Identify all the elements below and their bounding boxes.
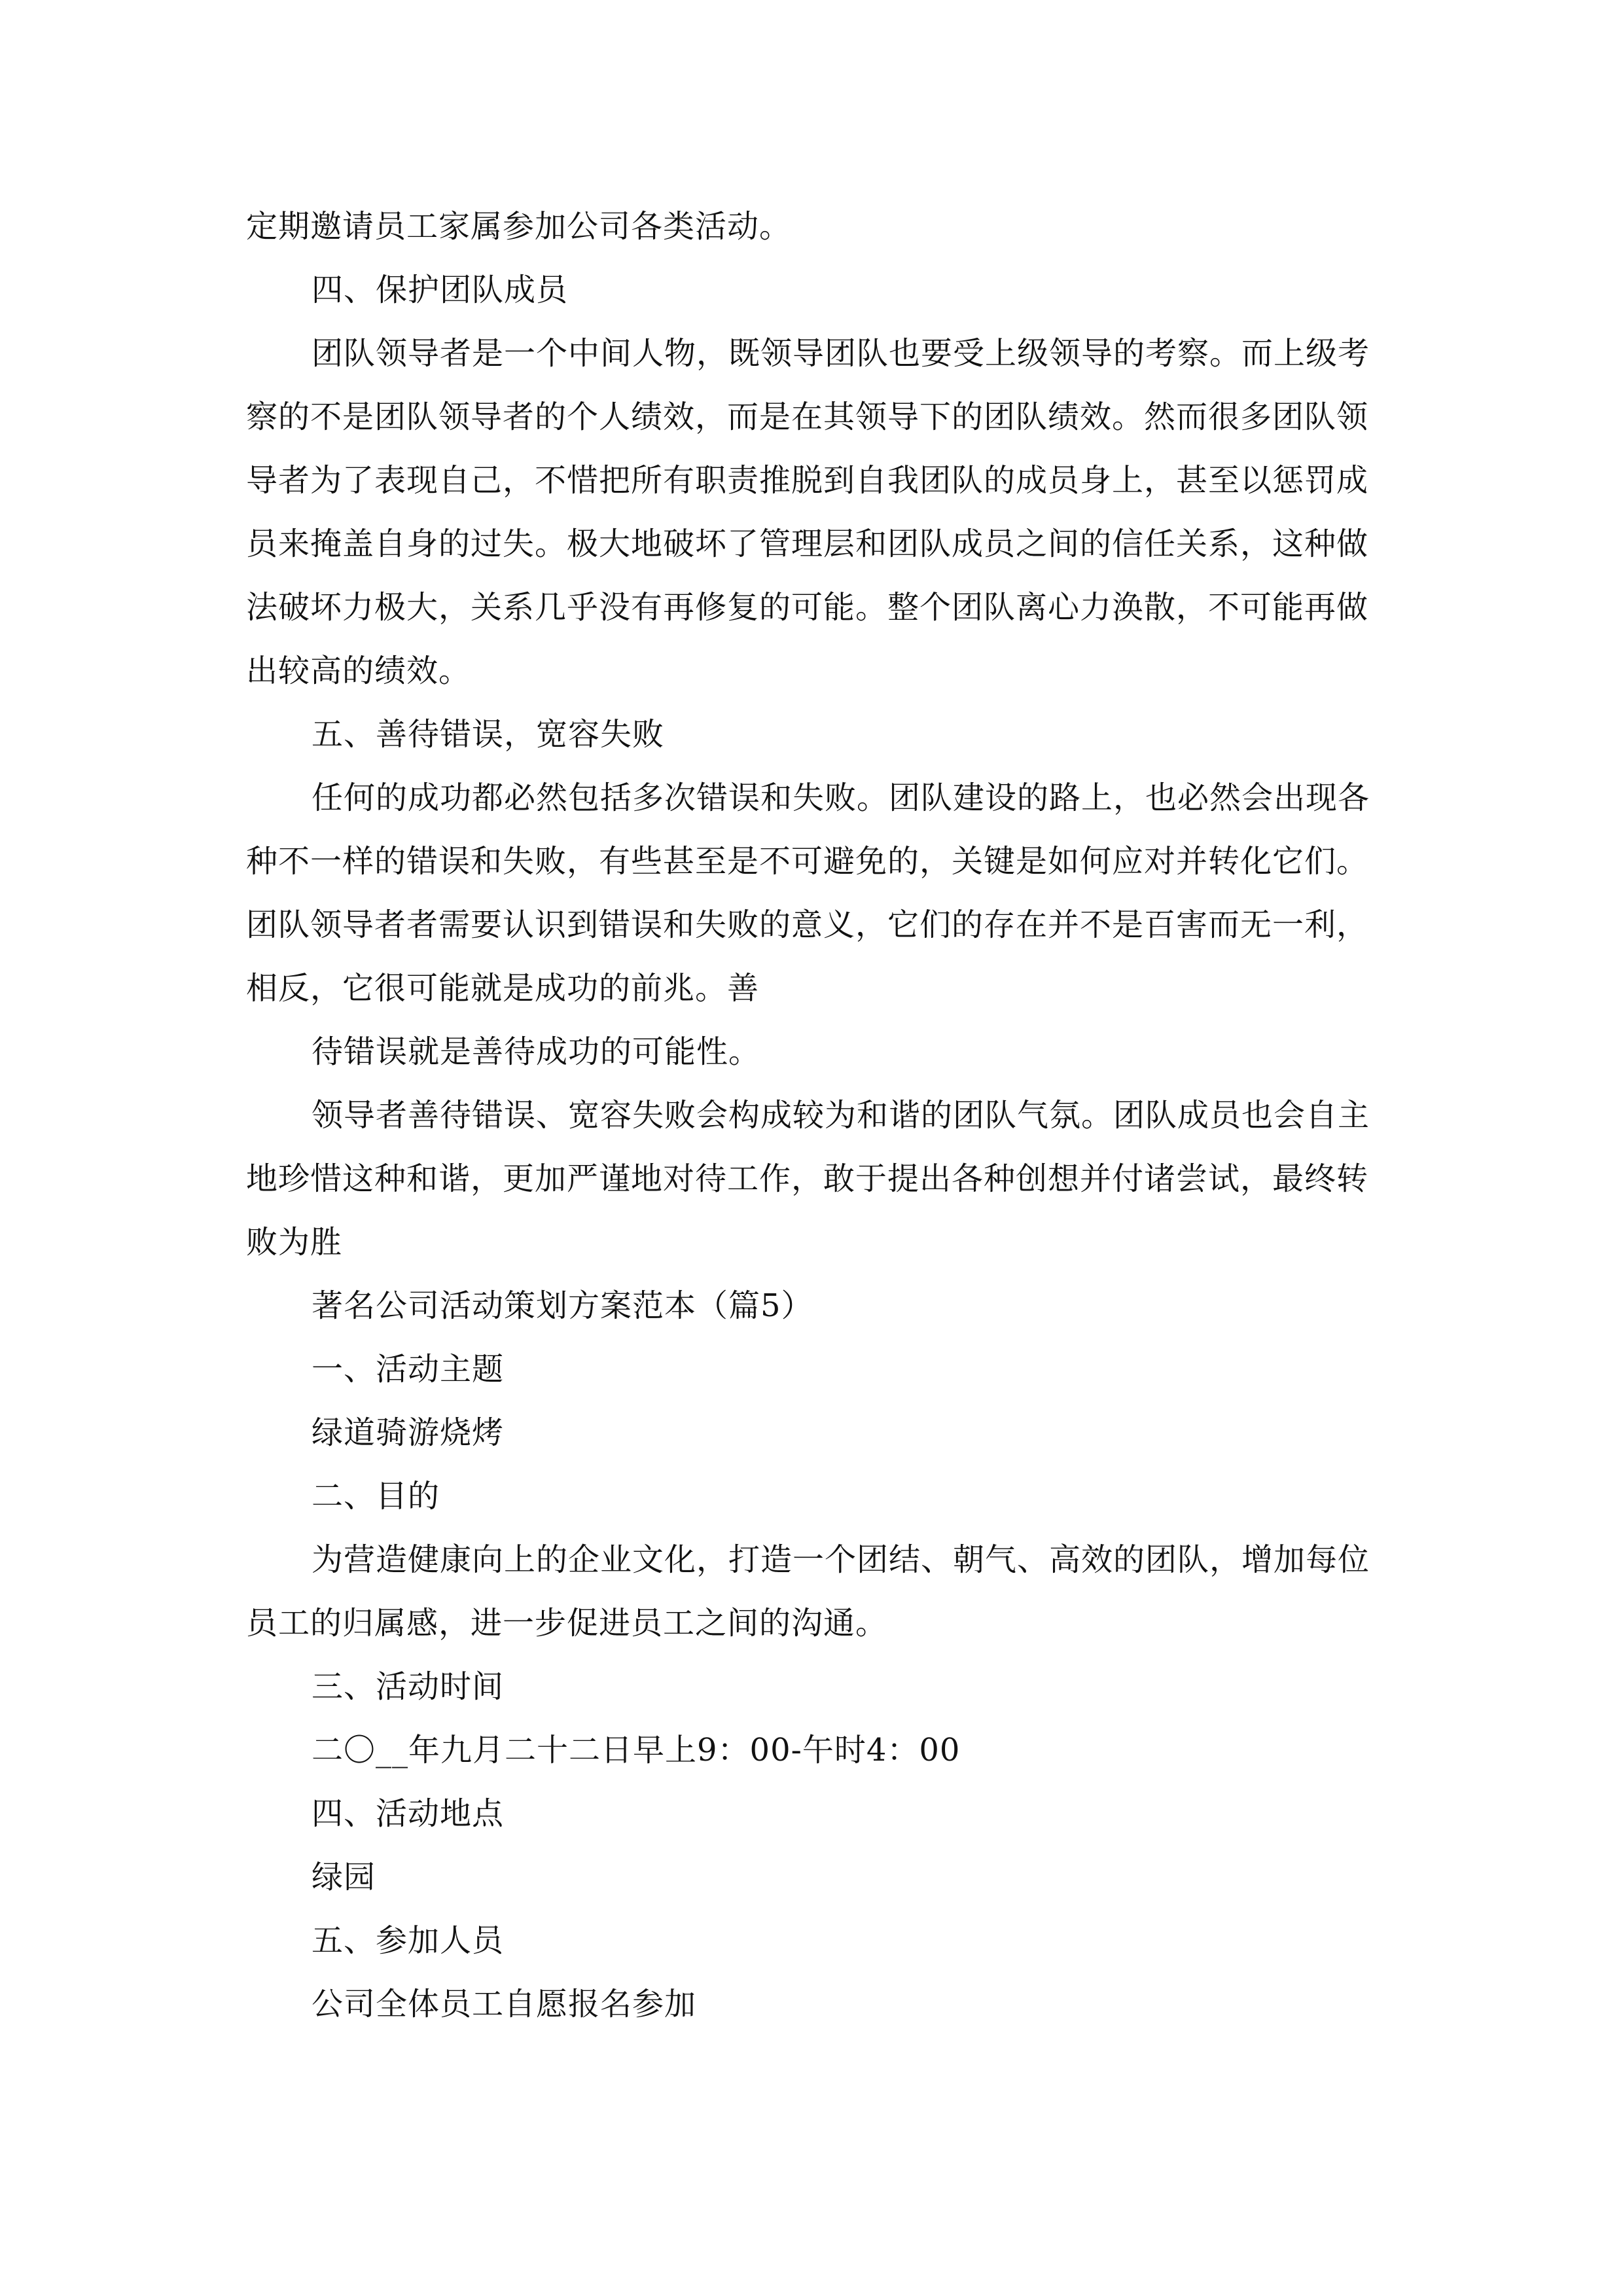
body-line: 员工的归属感，进一步促进员工之间的沟通。 (246, 1605, 888, 1641)
body-line: 为营造健康向上的企业文化，打造一个团结、朝气、高效的团队，增加每位 (312, 1541, 1370, 1578)
body-line: 相反，它很可能就是成功的前兆。善 (246, 970, 760, 1007)
section-heading: 四、保护团队成员 (312, 272, 569, 308)
body-line: 团队领导者是一个中间人物，既领导团队也要受上级领导的考察。而上级考 (312, 335, 1370, 372)
section-heading: 五、善待错误，宽容失败 (312, 716, 665, 753)
document-body (246, 195, 1382, 2036)
body-line: 察的不是团队领导者的个人绩效，而是在其领导下的团队绩效。然而很多团队领 (246, 399, 1369, 435)
body-line: 定期邀请员工家属参加公司各类活动。 (246, 208, 792, 245)
body-line: 法破坏力极大，关系几乎没有再修复的可能。整个团队离心力涣散，不可能再做 (246, 589, 1369, 626)
body-line: 绿园 (312, 1859, 376, 1895)
body-line: 地珍惜这种和谐，更加严谨地对待工作，敢于提出各种创想并付诸尝试，最终转 (246, 1160, 1369, 1197)
body-line: 出较高的绩效。 (246, 653, 471, 689)
body-line: 公司全体员工自愿报名参加 (312, 1986, 697, 2022)
section-heading: 四、活动地点 (312, 1795, 505, 1832)
body-line: 领导者善待错误、宽容失败会构成较为和谐的团队气氛。团队成员也会自主 (312, 1097, 1370, 1134)
body-line: 待错误就是善待成功的可能性。 (312, 1033, 761, 1070)
section-heading: 三、活动时间 (312, 1668, 505, 1705)
section-heading: 五、参加人员 (312, 1922, 505, 1959)
body-line: 种不一样的错误和失败，有些甚至是不可避免的，关键是如何应对并转化它们。 (246, 843, 1369, 880)
body-line: 任何的成功都必然包括多次错误和失败。团队建设的路上，也必然会出现各 (312, 780, 1370, 816)
body-line: 团队领导者者需要认识到错误和失败的意义，它们的存在并不是百害而无一利， (246, 906, 1369, 943)
section-heading: 一、活动主题 (312, 1351, 505, 1388)
section-heading: 二、目的 (312, 1478, 440, 1515)
document-title: 著名公司活动策划方案范本（篇5） (312, 1287, 813, 1324)
body-line: 导者为了表现自己，不惜把所有职责推脱到自我团队的成员身上，甚至以惩罚成 (246, 462, 1369, 499)
body-line: 绿道骑游烧烤 (312, 1414, 505, 1451)
body-line: 员来掩盖自身的过失。极大地破坏了管理层和团队成员之间的信任关系，这种做 (246, 526, 1369, 562)
body-line: 败为胜 (246, 1224, 343, 1261)
body-line: 二〇__年九月二十二日早上9：00-午时4：00 (312, 1732, 961, 1768)
